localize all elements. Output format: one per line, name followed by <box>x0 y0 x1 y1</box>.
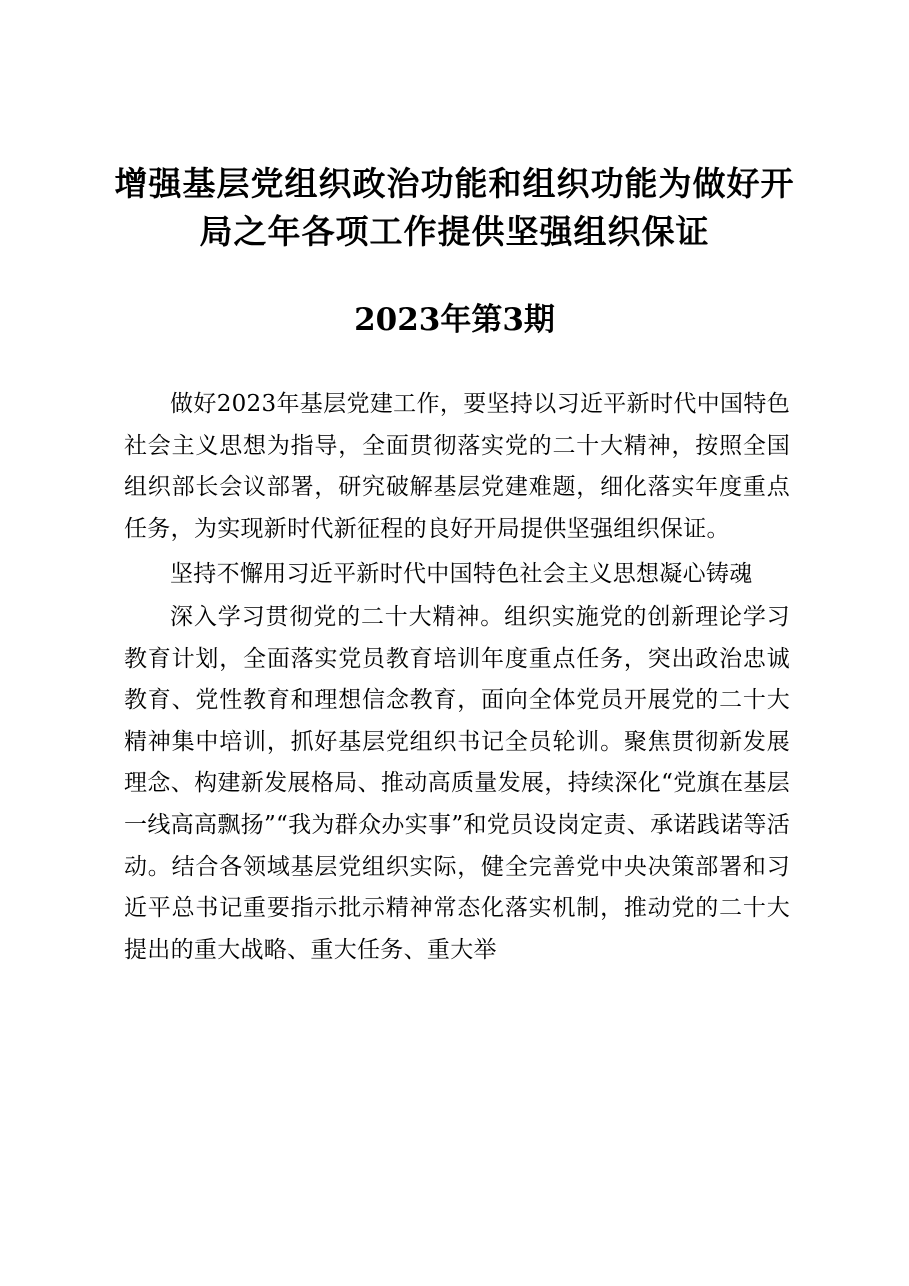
body-paragraph-intro: 做好2023年基层党建工作，要坚持以习近平新时代中国特色社会主义思想为指导，全面贯彻落实党的二十大精神，按照全国组织部长会议部署，研究破解基层党建难题，细化落实年度重点任务，为实现新时代新征程的良好开局提供坚强组织保证。 <box>124 391 790 542</box>
issue-label: 2023年第3期 <box>354 302 555 338</box>
document-body <box>124 384 790 971</box>
body-paragraph: 深入学习贯彻党的二十大精神。组织实施党的创新理论学习教育计划，全面落实党员教育培训年度重点任务，突出政治忠诚教育、党性教育和理想信念教育，面向全体党员开展党的二十大精神集中培训，抓好基层党组织书记全员轮训。聚焦贯彻新发展理念、构建新发展格局、推动高质量发展，持续深化“党旗在基层一线高高飘扬”“我为群众办实事”和党员设岗定责、承诺践诺等活动。结合各领域基层党组织实际，健全完善党中央决策部署和习近平总书记重要指示批示精神常态化落实机制，推动党的二十大提出的重大战略、重大任务、重大举 <box>124 603 790 963</box>
section-heading: 坚持不懈用习近平新时代中国特色社会主义思想凝心铸魂 <box>170 561 753 588</box>
document-title: 增强基层党组织政治功能和组织功能为做好开局之年各项工作提供坚强组织保证 <box>114 164 795 251</box>
